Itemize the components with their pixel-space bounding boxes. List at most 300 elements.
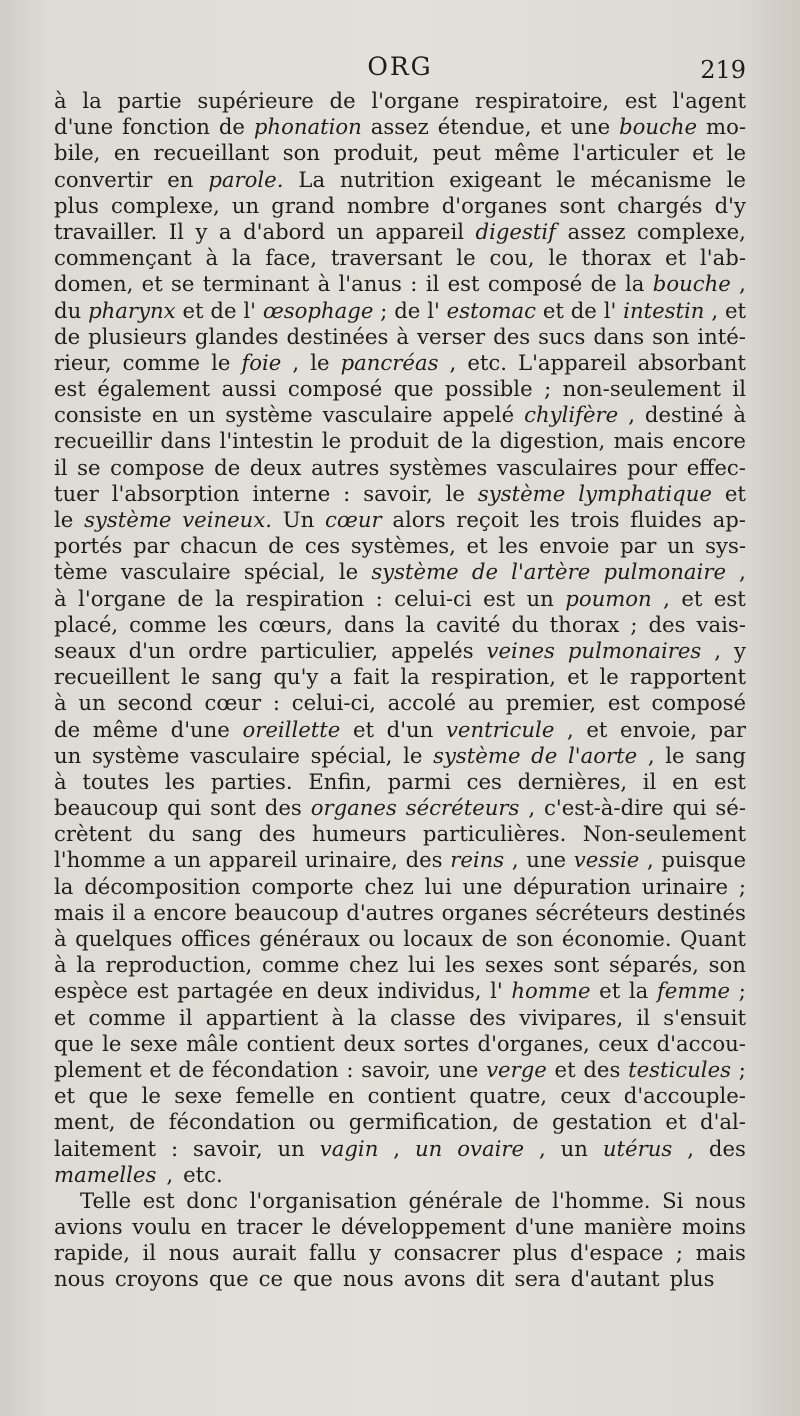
- word: comme: [88, 1004, 166, 1030]
- word: a: [218, 218, 232, 244]
- word: tracer: [236, 1214, 303, 1240]
- word: donc: [186, 1187, 239, 1213]
- word: que: [293, 1266, 333, 1292]
- word: de: [268, 533, 295, 559]
- word: comme: [122, 349, 201, 375]
- text-line: [54, 324, 746, 350]
- italic-word: œsophage: [262, 297, 374, 323]
- word: l': [490, 978, 503, 1004]
- text-line: [54, 874, 746, 900]
- word: dans: [160, 428, 212, 454]
- word: y: [369, 1240, 382, 1266]
- word: lui: [424, 873, 452, 899]
- word: et: [54, 1004, 76, 1030]
- word: d'une: [515, 1214, 575, 1240]
- word: d'accouple-: [623, 1083, 746, 1109]
- word: des: [493, 323, 531, 349]
- text-line: [54, 1005, 746, 1031]
- word: autres: [311, 454, 380, 480]
- word: se: [77, 454, 101, 480]
- word: des: [583, 1056, 621, 1082]
- word: le: [338, 559, 359, 585]
- word: chez: [349, 952, 399, 978]
- word: moins: [681, 1214, 746, 1240]
- text-line: [54, 219, 746, 245]
- word: a: [133, 899, 146, 925]
- word: convertir: [54, 166, 153, 192]
- text-line: [54, 1188, 746, 1214]
- italic-word: chylifère: [524, 402, 619, 428]
- word: fait: [353, 664, 390, 690]
- text-line: [54, 193, 746, 219]
- word: mais: [695, 1240, 746, 1266]
- word: appelé: [442, 402, 515, 428]
- running-title: ORG: [367, 52, 433, 81]
- word: bile,: [54, 140, 101, 166]
- word: fécondation: [168, 1109, 296, 1135]
- word: puisque: [661, 847, 746, 873]
- word: nous: [54, 1266, 105, 1292]
- word: le: [211, 349, 231, 375]
- word: partagée: [177, 978, 274, 1004]
- word: portés: [54, 533, 123, 559]
- word: dernières,: [517, 768, 628, 794]
- word: ;: [738, 1056, 746, 1082]
- word: Un: [282, 507, 315, 532]
- word: trois: [570, 507, 620, 532]
- text-line: [54, 1136, 746, 1162]
- word: économie.: [561, 926, 672, 951]
- word: grand: [271, 192, 335, 218]
- text-line: [54, 743, 746, 769]
- word: et: [681, 585, 703, 611]
- italic-word: organes: [310, 795, 397, 821]
- word: d'accou-: [656, 1030, 746, 1056]
- word: le: [321, 428, 342, 454]
- word: à: [733, 402, 746, 428]
- word: etc.: [183, 1161, 223, 1187]
- word: appartient: [205, 1004, 319, 1030]
- word: vais-: [696, 611, 746, 637]
- word: organes: [441, 899, 528, 925]
- word: que: [208, 1266, 249, 1292]
- word: de: [329, 88, 356, 113]
- word: aurait: [232, 1240, 297, 1266]
- word: est: [136, 978, 169, 1004]
- word: même: [494, 140, 560, 166]
- word: le: [311, 1214, 332, 1240]
- word: :: [410, 271, 418, 297]
- word: l'ab-: [700, 245, 746, 271]
- word: d'autres: [346, 899, 434, 925]
- italic-word: testicules: [628, 1056, 731, 1082]
- word: une: [570, 114, 611, 140]
- word: ,: [528, 795, 536, 821]
- word: la: [628, 978, 649, 1004]
- text-line: [54, 900, 746, 926]
- word: est: [142, 1187, 175, 1213]
- word: nous: [694, 1187, 746, 1213]
- word: la: [625, 271, 645, 297]
- word: sé-: [715, 795, 746, 821]
- word: par: [133, 533, 170, 559]
- word: vivipares,: [519, 1004, 624, 1030]
- word: Enfin,: [308, 768, 372, 794]
- word: sang: [191, 821, 243, 847]
- word: reproduction,: [105, 952, 253, 978]
- word: ,: [511, 847, 519, 873]
- word: l'absorption: [111, 480, 240, 506]
- word: ou: [368, 926, 395, 951]
- word: accolé: [387, 690, 457, 716]
- word: un: [277, 1135, 305, 1161]
- word: mâle: [186, 1030, 239, 1056]
- word: le: [726, 140, 746, 166]
- word: la: [405, 611, 426, 637]
- word: en: [281, 978, 309, 1004]
- text-line: [54, 88, 746, 114]
- word: le: [599, 664, 619, 690]
- italic-word: homme: [511, 978, 591, 1004]
- word: d'espace: [569, 1240, 664, 1266]
- word: à: [54, 690, 67, 716]
- italic-word: poumon: [565, 585, 652, 611]
- italic-word: estomac: [446, 297, 536, 323]
- text-line: [54, 533, 746, 559]
- word: celui-ci: [394, 585, 472, 611]
- word: une: [462, 873, 503, 899]
- word: de: [54, 716, 81, 742]
- word: ceux: [598, 1030, 649, 1056]
- word: plus: [54, 192, 99, 218]
- italic-word: de: [531, 742, 558, 768]
- word: reçoit: [456, 507, 519, 532]
- word: est: [447, 271, 480, 297]
- word: de: [394, 297, 421, 323]
- word: respiration: [245, 585, 365, 611]
- word: destiné: [644, 402, 724, 428]
- word: le: [548, 245, 568, 271]
- word: en: [672, 768, 699, 794]
- text-line: [54, 298, 746, 324]
- word: en: [200, 1214, 227, 1240]
- word: une: [526, 847, 567, 873]
- text-line: [54, 978, 746, 1004]
- word: partie: [117, 88, 182, 113]
- word: vasculaire: [190, 742, 300, 768]
- italic-word: vessie: [573, 847, 640, 873]
- word: ceux: [560, 1083, 611, 1109]
- word: fonction: [122, 114, 210, 140]
- italic-word: reins: [450, 847, 505, 873]
- word: il: [142, 1240, 157, 1266]
- word: la: [471, 428, 491, 454]
- text-line: [54, 271, 746, 297]
- word: Telle: [80, 1187, 132, 1213]
- word: destinés: [656, 899, 746, 925]
- italic-word: foie: [241, 349, 282, 375]
- text-line: [54, 350, 746, 376]
- word: cou,: [489, 245, 535, 271]
- italic-word: système: [433, 742, 521, 768]
- word: et: [182, 297, 204, 323]
- word: quelques: [75, 926, 173, 951]
- word: ,: [739, 271, 746, 297]
- italic-word: digestif: [475, 218, 556, 244]
- word: et: [665, 245, 687, 271]
- word: en: [167, 166, 194, 192]
- word: Si: [662, 1187, 684, 1213]
- word: encore: [153, 899, 227, 925]
- word: un: [188, 402, 216, 428]
- word: et: [352, 716, 375, 742]
- word: non-seulement: [562, 376, 721, 402]
- word: quatre,: [469, 1083, 547, 1109]
- word: le: [54, 507, 74, 532]
- word: son: [282, 140, 321, 166]
- word: interne: [252, 480, 331, 506]
- word: il: [425, 271, 440, 297]
- word: tème: [54, 559, 108, 585]
- text-line: [54, 1057, 746, 1083]
- word: des: [405, 847, 443, 873]
- word: se: [171, 271, 195, 297]
- word: commençant: [54, 245, 192, 271]
- word: et: [554, 1056, 576, 1082]
- word: terminant: [202, 271, 310, 297]
- word: ;: [380, 297, 388, 323]
- word: pour: [627, 454, 678, 480]
- word: d'abord: [243, 218, 326, 244]
- word: l'anus: [338, 271, 402, 297]
- word: :: [170, 1135, 179, 1161]
- word: ,: [711, 297, 719, 323]
- italic-word: femme: [656, 978, 731, 1004]
- word: générale: [408, 1187, 503, 1213]
- word: plus: [512, 1240, 558, 1266]
- word: thorax: [581, 245, 652, 271]
- word: un: [667, 533, 695, 559]
- word: chez: [364, 873, 414, 899]
- word: l'homme.: [552, 1187, 651, 1213]
- text-line: [54, 507, 746, 533]
- word: respiration,: [430, 664, 557, 690]
- word: il: [178, 1004, 193, 1030]
- word: appelés: [391, 637, 474, 663]
- word: le: [102, 1030, 122, 1056]
- word: premier,: [505, 690, 597, 716]
- text-line: [54, 769, 746, 795]
- word: un: [231, 192, 260, 218]
- word: cavité: [436, 611, 501, 637]
- word: cœur: [204, 690, 262, 716]
- italic-word: l'aorte: [567, 742, 638, 768]
- word: espèce: [54, 978, 128, 1004]
- word: avons: [403, 1266, 466, 1292]
- word: fallu: [308, 1240, 357, 1266]
- word: le: [403, 742, 423, 768]
- word: dit: [475, 1266, 505, 1292]
- word: que: [393, 376, 434, 402]
- text-line: [54, 690, 746, 716]
- word: mais: [613, 428, 664, 454]
- text-line: [54, 140, 746, 166]
- text-line: [54, 1109, 746, 1135]
- word: toutes: [82, 768, 150, 794]
- word: vasculaire: [120, 559, 231, 585]
- word: l'organisation: [249, 1187, 397, 1213]
- word: un: [78, 690, 106, 716]
- word: et: [567, 664, 589, 690]
- text-line: [54, 1031, 746, 1057]
- text-line: [54, 717, 746, 743]
- word: comme: [261, 952, 340, 978]
- word: s'ensuit: [663, 1004, 746, 1030]
- word: nous: [342, 1266, 394, 1292]
- italic-word: oreillette: [242, 716, 341, 742]
- word: beaucoup: [54, 795, 159, 821]
- word: et: [540, 114, 562, 140]
- word: plus: [669, 1266, 715, 1292]
- text-line: [54, 952, 746, 978]
- word: cœurs,: [258, 611, 333, 637]
- word: glandes: [194, 323, 279, 349]
- word: possible: [444, 376, 533, 402]
- word: à: [54, 768, 67, 794]
- text-line: [54, 638, 746, 664]
- word: mécanisme: [590, 166, 712, 192]
- word: de: [481, 926, 508, 951]
- word: beaucoup: [234, 899, 339, 925]
- word: l': [603, 297, 617, 323]
- word: en: [328, 1083, 355, 1109]
- word: :: [346, 1056, 354, 1082]
- word: recueillant: [153, 140, 270, 166]
- word: et: [149, 1056, 171, 1082]
- word: décomposition: [84, 873, 241, 899]
- word: qui: [167, 795, 202, 821]
- word: classe: [390, 1004, 456, 1030]
- word: d'al-: [700, 1109, 746, 1135]
- word: que: [88, 1083, 129, 1109]
- word: exigeant: [449, 166, 542, 192]
- word: la: [357, 1004, 377, 1030]
- word: face,: [265, 245, 317, 271]
- word: ,: [393, 1135, 401, 1161]
- word: sexe: [129, 1030, 178, 1056]
- word: a: [329, 664, 343, 690]
- word: ce: [258, 1266, 284, 1292]
- word: de: [590, 271, 617, 297]
- word: ,: [646, 847, 654, 873]
- word: peut: [432, 140, 481, 166]
- italic-word: ventricule: [445, 716, 555, 742]
- word: comporte: [251, 873, 354, 899]
- italic-word: pulmonaires: [567, 637, 702, 663]
- word: du: [54, 297, 82, 323]
- word: ces: [304, 533, 341, 559]
- word: parties.: [210, 768, 293, 794]
- word: systèmes,: [350, 533, 456, 559]
- text-line: [54, 586, 746, 612]
- page-header: [54, 52, 746, 86]
- word: y: [733, 637, 746, 663]
- word: sang: [211, 664, 263, 690]
- word: compose: [110, 454, 205, 480]
- word: rieur,: [54, 349, 112, 375]
- italic-word: pharynx: [88, 297, 176, 323]
- word: assez: [567, 218, 626, 244]
- italic-word: verge: [486, 1056, 547, 1082]
- word: d'organes: [441, 192, 548, 218]
- word: l'agent: [672, 88, 746, 113]
- word: par: [620, 533, 657, 559]
- text-line: [54, 1266, 746, 1292]
- word: les: [164, 768, 196, 794]
- word: complexe,: [110, 192, 220, 218]
- word: et: [724, 297, 746, 323]
- word: des: [648, 611, 686, 637]
- italic-word: parole.: [208, 166, 284, 192]
- word: Quant: [680, 926, 746, 951]
- word: les: [498, 533, 529, 559]
- word: à: [54, 88, 67, 113]
- word: supérieure: [197, 88, 314, 113]
- word: la: [54, 873, 74, 899]
- word: à: [54, 926, 67, 951]
- word: ,: [739, 559, 746, 585]
- text-line: [54, 821, 746, 847]
- word: Il: [168, 218, 184, 244]
- word: et: [586, 716, 608, 742]
- word: particulières.: [422, 821, 567, 847]
- italic-word: un: [414, 1135, 443, 1161]
- word: deux: [343, 1030, 396, 1056]
- word: et: [466, 533, 488, 559]
- word: l'intestin: [219, 428, 314, 454]
- word: d'organes,: [477, 1030, 590, 1056]
- word: il: [54, 454, 68, 480]
- word: laitement: [54, 1135, 157, 1161]
- word: absorbant: [637, 349, 746, 375]
- word: qu'y: [273, 664, 319, 690]
- word: spécial,: [310, 742, 393, 768]
- word: ;: [738, 873, 746, 899]
- word: consiste: [54, 402, 142, 428]
- word: sys-: [705, 533, 746, 559]
- word: à: [317, 271, 331, 297]
- word: ;: [738, 978, 746, 1004]
- text-line: [54, 559, 746, 585]
- word: voulu: [132, 1214, 192, 1240]
- word: locaux: [403, 926, 473, 951]
- word: complexe,: [637, 218, 746, 244]
- word: effec-: [686, 454, 746, 480]
- word: un: [560, 1135, 588, 1161]
- word: sexe: [174, 1083, 223, 1109]
- word: et: [542, 297, 564, 323]
- word: ap-: [712, 507, 746, 532]
- word: dépuration: [513, 873, 631, 899]
- word: traversant: [330, 245, 443, 271]
- italic-word: veineux.: [182, 507, 273, 532]
- word: etc.: [467, 349, 507, 375]
- word: de: [514, 1187, 541, 1213]
- word: croyons: [114, 1266, 199, 1292]
- word: de: [210, 297, 237, 323]
- word: dans: [593, 323, 645, 349]
- word: les: [217, 611, 248, 637]
